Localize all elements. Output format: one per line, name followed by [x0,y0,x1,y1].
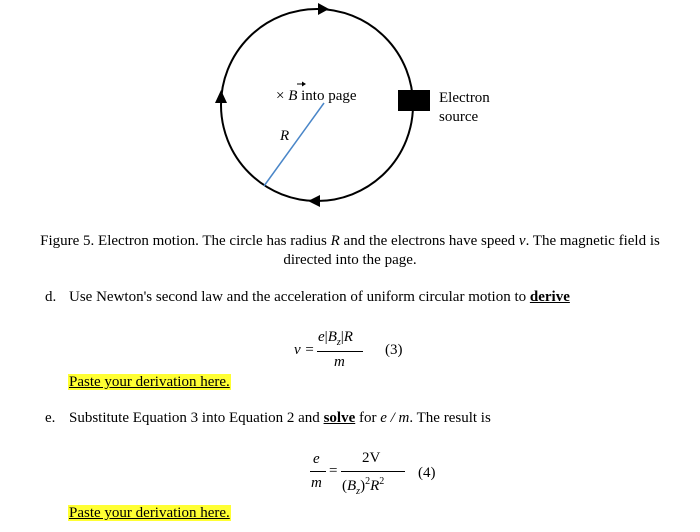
field-label [276,88,357,105]
eq4-lhs-num: e [313,451,320,467]
source-label-line1: Electron [439,90,490,106]
eq4-den-r: R [370,478,380,494]
eq3-num-b: B [327,329,337,345]
eq4-den-rsup: 2 [379,476,385,487]
orbit-arrow-left [215,90,227,103]
orbit-circle [221,9,413,201]
caption-speed: v [518,233,526,249]
eq3-denominator: m [334,354,345,370]
eq4-den-sup: 2 [365,476,371,487]
eq4-rhs-den: $(B_z)^2R^2$ [342,476,385,497]
orbit-arrow-bottom [308,195,320,207]
electron-orbit-diagram [0,0,700,220]
eq3-num-e: e [318,329,325,345]
caption-part2: and the electrons have speed [339,233,519,249]
question-d [45,289,685,309]
orbit-arrow-top [318,3,329,15]
eq3-fraction-bar [317,351,363,352]
question-e-body1: Substitute Equation 3 into Equation 2 and [69,410,324,426]
paste-derivation-2[interactable] [68,504,231,522]
question-d-text [69,289,570,306]
field-direction-text: into page [301,88,357,104]
equation-4 [305,448,425,504]
eq3-numerator: $e|B_z|R$ [318,329,353,348]
into-page-symbol: × [276,88,285,104]
eq4-den-sub: z [356,486,361,497]
figure-caption [24,232,676,270]
equation-3 [290,325,430,375]
radius-line [264,103,324,186]
eq3-num-sub: z [336,337,341,348]
eq4-lhs-den: m [311,475,322,491]
solve-emphasis: solve [323,410,356,426]
question-d-letter: d. [45,289,57,305]
caption-radius: R [330,233,340,249]
b-vector-arrowhead [302,82,306,87]
paste-derivation-1-text: Paste your derivation here. [69,374,230,390]
caption-part3: . The magnetic field is directed into the page. [283,233,660,268]
e-over-m: e / m [380,410,410,426]
paste-derivation-1[interactable] [68,373,231,391]
question-e-text [69,410,491,427]
eq4-rhs-num: 2V [362,450,381,466]
eq4-den-b: B [347,478,357,494]
electron-source-block [398,90,430,111]
question-e [45,410,685,430]
b-field-symbol: B [288,88,298,104]
radius-label: R [280,128,290,144]
eq4-lhs-bar [310,471,326,472]
eq3-num-r: R [343,329,353,345]
question-e-letter: e. [45,410,56,426]
source-label-line2: source [439,109,479,125]
eq4-number: (4) [418,465,436,481]
eq3-lhs: v = [294,342,315,358]
derive-emphasis: derive [529,289,570,305]
caption-part1: Figure 5. Electron motion. The circle has radius [40,233,331,249]
figure-5 [0,0,700,220]
eq4-rhs-bar [341,471,405,472]
eq3-number: (3) [385,342,403,358]
question-e-body2: for [355,410,381,426]
electron-source-label [439,89,490,127]
paste-derivation-2-text: Paste your derivation here. [69,505,230,521]
eq4-equals: = [329,463,338,479]
question-d-body: Use Newton's second law and the acceleration of uniform circular motion to [69,289,530,305]
question-e-body3: . The result is [409,410,491,426]
